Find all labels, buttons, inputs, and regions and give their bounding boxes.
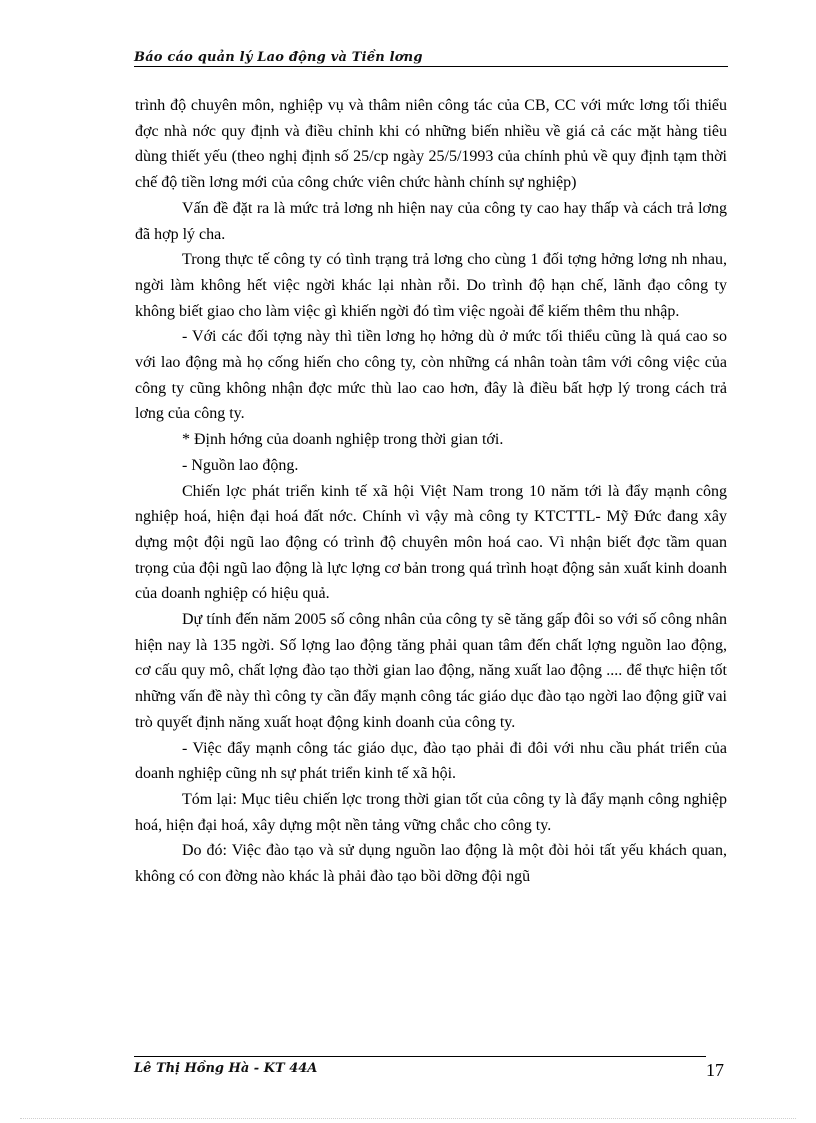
footer-author: Lê Thị Hồng Hà - KT 44A bbox=[134, 1061, 318, 1076]
paragraph: Do đó: Việc đào tạo và sử dụng nguồn lao động là một đòi hỏi tất yếu khách quan, không có con đờng nào khác là phải đào tạo bồi dỡng đội ngũ bbox=[135, 842, 727, 886]
paragraph: Vấn đề đặt ra là mức trả lơng nh hiện nay của công ty cao hay thấp và cách trả lơng đã hợp lý cha. bbox=[135, 199, 727, 243]
paragraph: - Nguồn lao động. bbox=[182, 456, 299, 474]
paragraph: - Việc đẩy mạnh công tác giáo dục, đào tạo phải đi đôi với nhu cầu phát triển của doanh nghiệp cũng nh sự phát triển kinh tế xã hội. bbox=[135, 739, 727, 783]
paragraph: * Định hớng của doanh nghiệp trong thời gian tới. bbox=[182, 431, 504, 449]
footer-divider bbox=[134, 1056, 706, 1057]
paragraph: Tóm lại: Mục tiêu chiến lợc trong thời gian tốt của công ty là đẩy mạnh công nghiệp hoá, hiện đại hoá, xây dựng một nền tảng vững chắc cho công ty. bbox=[135, 790, 727, 834]
page-edge-divider bbox=[20, 1118, 796, 1119]
header-title: Báo cáo quản lý Lao động và Tiền lơng bbox=[134, 50, 423, 65]
paragraph: - Với các đối tợng này thì tiền lơng họ hởng dù ở mức tối thiểu cũng là quá cao so với lao động mà họ cống hiến cho công ty, còn những cá nhân toàn tâm với công việc của công ty cũng không nhận đợc mức thù lao cao hơn, đây là điều bất hợp lý trong cách trả lơng của công ty. bbox=[135, 328, 727, 423]
paragraph: Dự tính đến năm 2005 số công nhân của công ty sẽ tăng gấp đôi so với số công nhân hiện nay là 135 ngời. Số lợng lao động tăng phải quan tâm đến chất lợng nguồn lao động, cơ cấu quy mô, chất lợng đào tạo thời gian lao động, năng xuất lao động .... để thực hiện tốt những vấn đề này thì công ty cần đẩy mạnh công tác giáo dục đào tạo ngời lao động giữ vai trò quyết định năng xuất hoạt động kinh doanh của công ty. bbox=[135, 611, 727, 731]
paragraph: Trong thực tế công ty có tình trạng trả lơng cho cùng 1 đối tợng hởng lơng nh nhau, ngời làm không hết việc ngời khác lại nhàn rỗi. Do trình độ hạn chế, lãnh đạo công ty không biết giao cho làm việc gì khiến ngời đó tìm việc ngoài để kiếm thêm thu nhập. bbox=[135, 251, 727, 320]
body-text bbox=[135, 93, 727, 890]
page-header bbox=[134, 50, 728, 67]
paragraph: Chiến lợc phát triển kinh tế xã hội Việt Nam trong 10 năm tới là đẩy mạnh công nghiệp hoá, hiện đại hoá đất nớc. Chính vì vậy mà công ty KTCTTL- Mỹ Đức đang xây dựng một đội ngũ lao động có trình độ chuyên môn hoá cao. Vì nhận biết đợc tầm quan trọng của đội ngũ lao động là lực lợng cơ bản trong quá trình hoạt động sản xuất kinh doanh của doanh nghiệp có hiệu quả. bbox=[135, 482, 727, 603]
page-number: 17 bbox=[706, 1060, 724, 1080]
paragraph: trình độ chuyên môn, nghiệp vụ và thâm niên công tác của CB, CC với mức lơng tối thiểu đợc nhà nớc quy định và điều chỉnh khi có những biến nhiều về giá cả các mặt hàng tiêu dùng thiết yếu (theo nghị định số 25/cp ngày 25/5/1993 của chính phủ về quy định tạm thời chế độ tiền lơng mới của công chức viên chức hành chính sự nghiệp) bbox=[135, 97, 727, 192]
